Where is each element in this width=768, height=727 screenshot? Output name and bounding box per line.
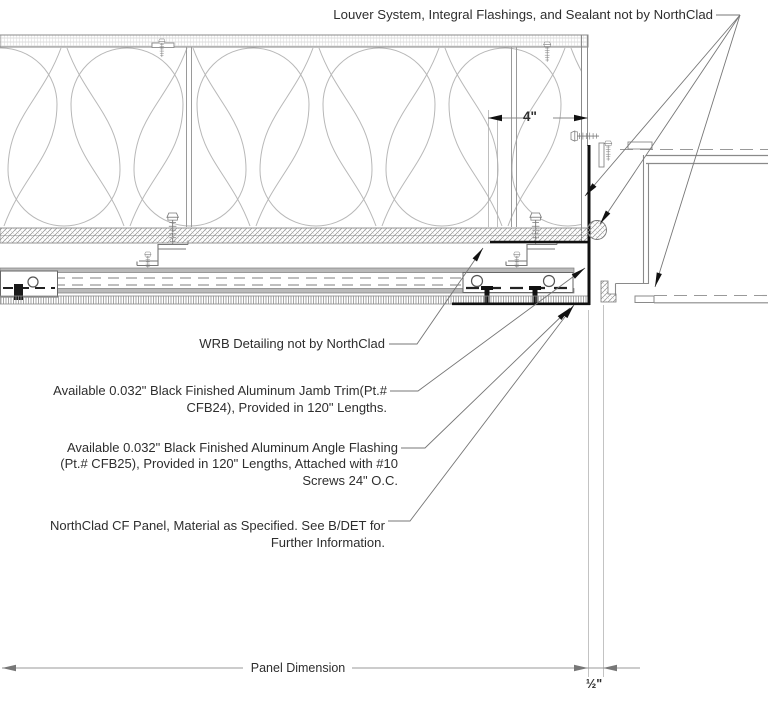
wall-studs xyxy=(187,47,517,227)
dim-recess-depth xyxy=(488,110,588,227)
dim-panel-and-reveal xyxy=(2,305,640,677)
note-line: (Pt.# CFB25), Provided in 120" Lengths, Attached with #10 xyxy=(60,456,398,472)
top-deck-band xyxy=(0,35,588,47)
panel-face xyxy=(0,296,590,304)
note-louver-system: Louver System, Integral Flashings, and Sealant not by NorthClad xyxy=(333,7,713,22)
note-line: Further Information. xyxy=(270,535,385,550)
note-line: Screws 24" O.C. xyxy=(302,472,398,488)
louver-fasteners xyxy=(571,131,612,167)
note-angle-flashing xyxy=(0,440,398,489)
batt-insulation xyxy=(0,48,624,226)
sealant xyxy=(588,221,607,240)
sheathing-wrb-band xyxy=(0,228,588,243)
note-line: Available 0.032" Black Finished Aluminum Jamb Trim(Pt.# xyxy=(53,383,387,398)
note-line: NorthClad CF Panel, Material as Specified. See B/DET for xyxy=(49,518,385,533)
note-wrb xyxy=(0,336,385,353)
dimension-recess-depth-text: 4" xyxy=(523,109,537,124)
louver-system xyxy=(601,142,768,303)
note-line: CFB24), Provided in 120" Lengths. xyxy=(186,399,387,415)
note-line: WRB Detailing not by NorthClad xyxy=(199,336,385,351)
note-jamb-trim xyxy=(0,383,387,416)
note-line: Available 0.032" Black Finished Aluminum Angle Flashing xyxy=(66,440,398,455)
louver-jamb-cut xyxy=(601,281,616,302)
dimension-reveal-text: ½" xyxy=(585,677,603,691)
dimension-panel-text: Panel Dimension xyxy=(250,661,346,675)
note-cf-panel xyxy=(0,517,385,551)
